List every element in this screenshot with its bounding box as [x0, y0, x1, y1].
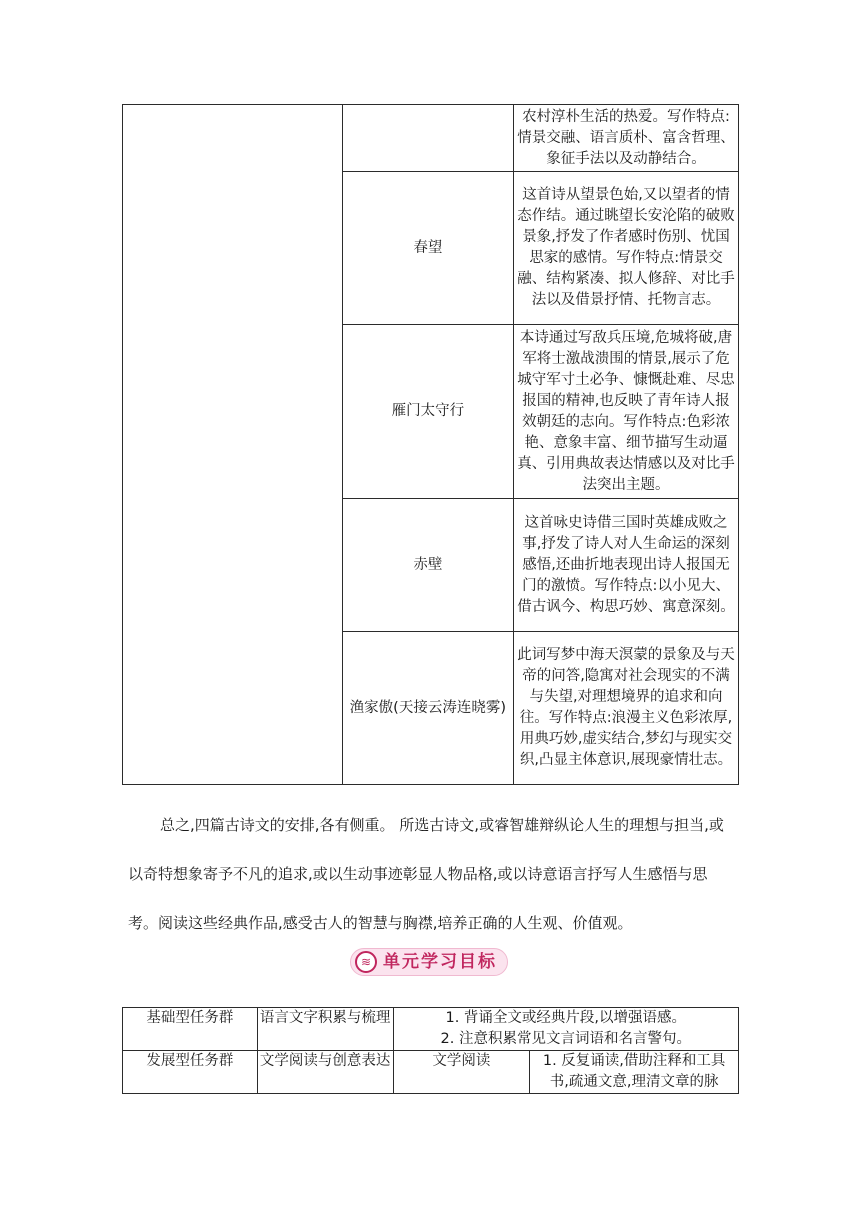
- goal-item: 1. 反复诵读,借助注释和工具书,疏通文意,理清文章的脉: [530, 1051, 739, 1094]
- poem-desc-cell: 农村淳朴生活的热爱。写作特点:情景交融、语言质朴、富含哲理、象征手法以及动静结合。: [514, 105, 739, 172]
- task-type-cell: 基础型任务群: [123, 1008, 258, 1051]
- poem-title-cell: 渔家傲(天接云涛连晓雾): [342, 632, 513, 785]
- poem-desc-cell: 本诗通过写敌兵压境,危城将破,唐军将士激战溃围的情景,展示了危城守军寸土必争、慷慨赴难、尽忠报国的精神,也反映了青年诗人报效朝廷的志向。写作特点:色彩浓艳、意象丰富、细节描写生动逼真、引用典故表达情感以及对比手法突出主题。: [514, 325, 739, 499]
- poem-title-cell: 春望: [342, 172, 513, 325]
- poem-title-cell: [342, 105, 513, 172]
- goals-table: [122, 1007, 739, 1094]
- goal-item: 2. 注意积累常见文言词语和名言警句。: [440, 1031, 691, 1047]
- section-badge: [350, 948, 508, 976]
- summary-line-1: 总之,四篇古诗文的安排,各有侧重。 所选古诗文,或睿智雄辩纵论人生的理想与担当,或: [160, 816, 724, 834]
- poem-desc-cell: 这首咏史诗借三国时英雄成败之事,抒发了诗人对人生命运的深刻感悟,还曲折地表现出诗人报国无门的激愤。写作特点:以小见大、借古讽今、构思巧妙、寓意深刻。: [514, 499, 739, 632]
- goal-items-cell: [393, 1008, 738, 1051]
- summary-line-2: 以奇特想象寄予不凡的追求,或以生动事迹彰显人物品格,或以诗意语言抒写人生感悟与思: [128, 865, 708, 883]
- merged-blank-cell: [123, 105, 343, 785]
- section-badge-label: 单元学习目标: [383, 952, 497, 972]
- poem-desc-cell: 这首诗从望景色始,又以望者的情态作结。通过眺望长安沦陷的破败景象,抒发了作者感时伤别、忧国思家的感情。写作特点:情景交融、结构紧凑、拟人修辞、对比手法以及借景抒情、托物言志。: [514, 172, 739, 325]
- poem-table: [122, 104, 739, 785]
- book-wave-icon: ≋: [355, 951, 377, 973]
- task-type-cell: 发展型任务群: [123, 1051, 258, 1094]
- poem-desc-cell: 此词写梦中海天溟蒙的景象及与天帝的问答,隐寓对社会现实的不满与失望,对理想境界的追求和向往。写作特点:浪漫主义色彩浓厚,用典巧妙,虚实结合,梦幻与现实交织,凸显主体意识,展现豪情壮志。: [514, 632, 739, 785]
- task-sub-cell: 文学阅读: [393, 1051, 530, 1094]
- summary-line-3: 考。阅读这些经典作品,感受古人的智慧与胸襟,培养正确的人生观、价值观。: [128, 914, 633, 932]
- goal-item: 1. 背诵全文或经典片段,以增强语感。: [445, 1010, 687, 1026]
- poem-title-cell: 雁门太守行: [342, 325, 513, 499]
- task-name-cell: 语言文字积累与梳理: [257, 1008, 393, 1051]
- task-name-cell: 文学阅读与创意表达: [257, 1051, 393, 1094]
- poem-title-cell: 赤壁: [342, 499, 513, 632]
